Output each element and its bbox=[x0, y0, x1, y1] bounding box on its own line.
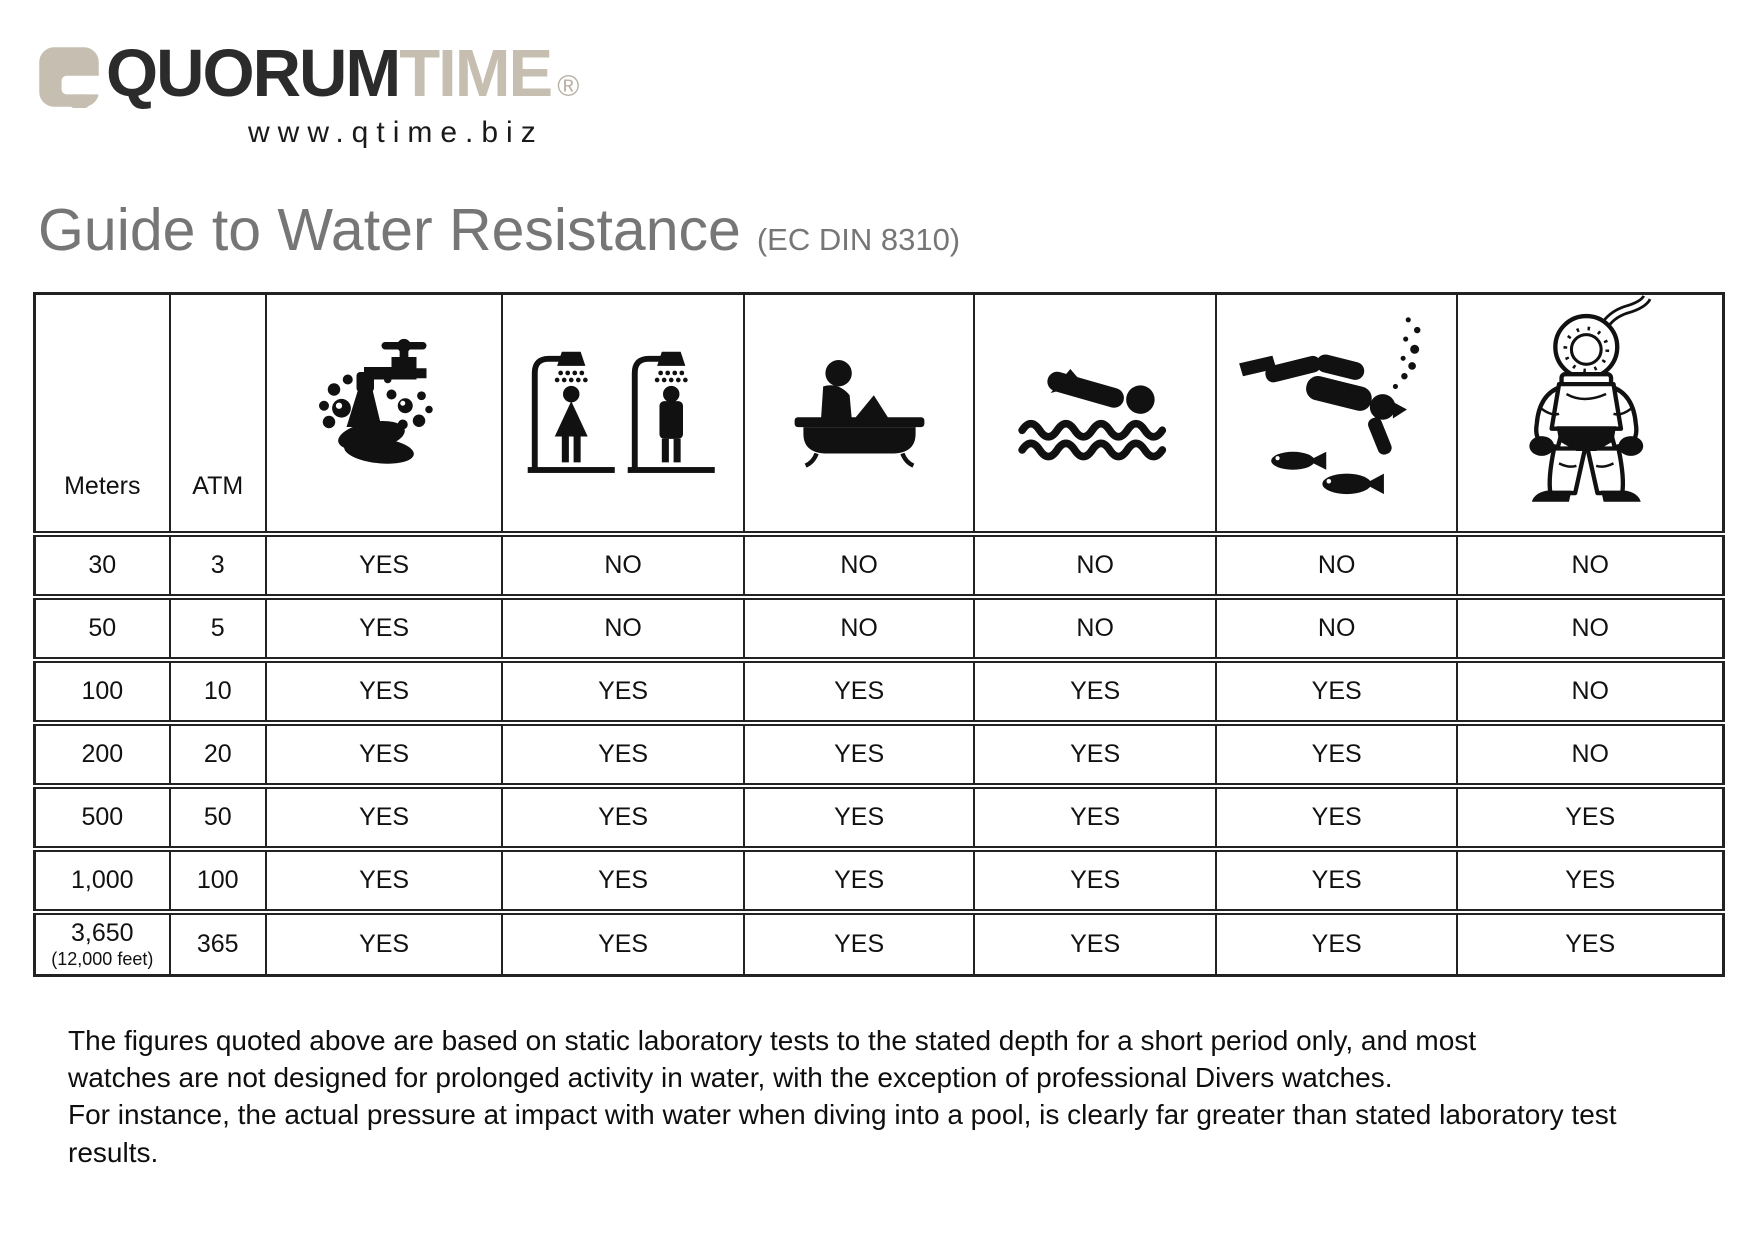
meters-cell bbox=[35, 786, 170, 849]
meters-cell bbox=[35, 849, 170, 912]
meters-value: 500 bbox=[81, 803, 124, 831]
registered-trademark-symbol: ® bbox=[557, 70, 580, 103]
table-row bbox=[35, 597, 1724, 660]
meters-cell bbox=[35, 597, 170, 660]
resistance-cell: YES bbox=[744, 849, 975, 912]
table-row bbox=[35, 786, 1724, 849]
resistance-cell: YES bbox=[502, 786, 744, 849]
meters-cell bbox=[35, 912, 170, 975]
resistance-cell: NO bbox=[744, 534, 975, 597]
swimming-icon bbox=[1013, 358, 1178, 462]
meters-value: 1,000 bbox=[71, 866, 134, 894]
meters-value: 30 bbox=[88, 551, 117, 579]
page-title-standard: (EC DIN 8310) bbox=[756, 222, 961, 257]
atm-cell: 20 bbox=[170, 723, 266, 786]
resistance-cell: NO bbox=[1457, 660, 1723, 723]
meters-value: 200 bbox=[81, 740, 124, 768]
resistance-cell: YES bbox=[266, 723, 502, 786]
brand-website: www.qtime.biz bbox=[248, 116, 544, 149]
col-header-shower bbox=[502, 294, 744, 535]
resistance-cell: YES bbox=[974, 786, 1216, 849]
table-row bbox=[35, 912, 1724, 975]
atm-cell: 10 bbox=[170, 660, 266, 723]
resistance-cell: YES bbox=[266, 597, 502, 660]
resistance-cell: YES bbox=[1216, 912, 1458, 975]
meters-value: 50 bbox=[88, 614, 117, 642]
resistance-cell: YES bbox=[1216, 786, 1458, 849]
resistance-cell: YES bbox=[974, 660, 1216, 723]
resistance-cell: NO bbox=[1216, 597, 1458, 660]
resistance-cell: NO bbox=[1457, 723, 1723, 786]
col-header-deep-sea-diving bbox=[1457, 294, 1723, 535]
col-header-hand-washing bbox=[266, 294, 502, 535]
resistance-cell: YES bbox=[974, 849, 1216, 912]
bath-icon bbox=[777, 349, 942, 470]
brand-wordmark bbox=[106, 36, 552, 111]
col-header-swimming bbox=[974, 294, 1216, 535]
atm-cell: 365 bbox=[170, 912, 266, 975]
resistance-cell: YES bbox=[266, 660, 502, 723]
col-header-scuba-diving bbox=[1216, 294, 1458, 535]
resistance-cell: NO bbox=[1457, 597, 1723, 660]
col-header-bath bbox=[744, 294, 975, 535]
resistance-cell: YES bbox=[744, 786, 975, 849]
water-resistance-table bbox=[33, 292, 1725, 977]
quorumtime-logo-icon bbox=[38, 46, 100, 108]
resistance-cell: YES bbox=[1216, 849, 1458, 912]
resistance-cell: YES bbox=[502, 849, 744, 912]
resistance-cell: YES bbox=[1457, 849, 1723, 912]
footnotes bbox=[68, 1022, 1688, 1171]
resistance-cell: YES bbox=[1216, 723, 1458, 786]
atm-cell: 3 bbox=[170, 534, 266, 597]
resistance-cell: NO bbox=[974, 534, 1216, 597]
meters-value: 3,650 bbox=[71, 918, 134, 947]
meters-cell bbox=[35, 534, 170, 597]
atm-cell: 50 bbox=[170, 786, 266, 849]
shower-icon bbox=[523, 342, 723, 478]
atm-cell: 100 bbox=[170, 849, 266, 912]
resistance-cell: YES bbox=[266, 786, 502, 849]
meters-cell bbox=[35, 723, 170, 786]
resistance-cell: NO bbox=[502, 597, 744, 660]
brand-name-secondary: TIME bbox=[399, 36, 552, 111]
resistance-cell: YES bbox=[266, 912, 502, 975]
resistance-cell: YES bbox=[744, 912, 975, 975]
resistance-cell: YES bbox=[502, 660, 744, 723]
table-row bbox=[35, 534, 1724, 597]
resistance-cell: YES bbox=[974, 912, 1216, 975]
resistance-cell: NO bbox=[502, 534, 744, 597]
resistance-cell: YES bbox=[266, 849, 502, 912]
resistance-cell: YES bbox=[1216, 660, 1458, 723]
hand-washing-icon bbox=[309, 332, 459, 487]
resistance-cell: NO bbox=[974, 597, 1216, 660]
meters-value: 100 bbox=[81, 677, 124, 705]
col-header-atm: ATM bbox=[170, 294, 266, 535]
resistance-cell: NO bbox=[744, 597, 975, 660]
brand-logo bbox=[38, 36, 580, 150]
resistance-cell: YES bbox=[1457, 912, 1723, 975]
resistance-cell: YES bbox=[744, 660, 975, 723]
meters-note: (12,000 feet) bbox=[51, 948, 154, 969]
table-row bbox=[35, 723, 1724, 786]
resistance-cell: YES bbox=[502, 912, 744, 975]
table-header-row bbox=[35, 294, 1724, 535]
brand-name-primary: QUORUM bbox=[106, 36, 400, 111]
page-title bbox=[38, 196, 960, 264]
footnote-pool-pressure: For instance, the actual pressure at impact with water when diving into a pool, is clearly far greater than stated laboratory test results. bbox=[68, 1099, 1617, 1168]
resistance-cell: YES bbox=[974, 723, 1216, 786]
col-header-meters: Meters bbox=[35, 294, 170, 535]
table-row bbox=[35, 660, 1724, 723]
table-row bbox=[35, 849, 1724, 912]
resistance-cell: YES bbox=[502, 723, 744, 786]
resistance-cell: NO bbox=[1216, 534, 1458, 597]
deep-sea-diving-icon bbox=[1497, 295, 1683, 524]
resistance-cell: YES bbox=[744, 723, 975, 786]
resistance-cell: YES bbox=[1457, 786, 1723, 849]
scuba-diving-icon bbox=[1234, 307, 1439, 512]
footnote-static-tests: The figures quoted above are based on static laboratory tests to the stated depth for a short period only, and most watches are not designed for prolonged activity in water, with the exception of professional Divers watches. bbox=[68, 1025, 1477, 1094]
meters-cell bbox=[35, 660, 170, 723]
resistance-cell: YES bbox=[266, 534, 502, 597]
resistance-cell: NO bbox=[1457, 534, 1723, 597]
page-title-main: Guide to Water Resistance bbox=[38, 197, 741, 263]
atm-cell: 5 bbox=[170, 597, 266, 660]
